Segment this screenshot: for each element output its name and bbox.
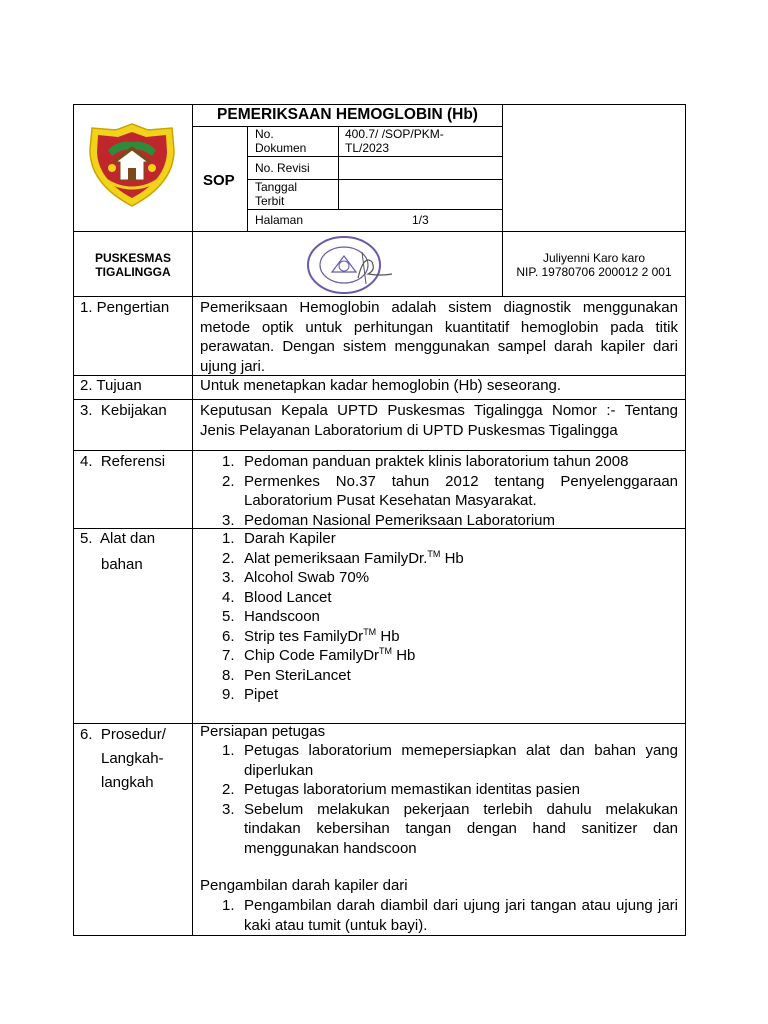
- list-item: 4. Blood Lancet: [222, 588, 332, 606]
- field-label-no-revisi: No. Revisi: [255, 161, 310, 175]
- list-item: 1. Darah Kapiler: [222, 530, 336, 547]
- pengambilan-list: [200, 896, 678, 935]
- list-item: 3. Pedoman Nasional Pemeriksaan Laboratorium: [222, 511, 556, 529]
- list-item: 3. Sebelum melakukan pekerjaan terlebih dahulu melakukan tindakan kebersihan tangan dengan hand sanitizer dan menggunakan handscoon: [222, 800, 678, 857]
- signatory-nip: NIP. 19780706 200012 2 001: [516, 265, 672, 279]
- row-line: [73, 723, 686, 724]
- referensi-list: [200, 452, 678, 530]
- field-label-no-dokumen: No. Dokumen: [255, 127, 307, 155]
- row-line: [73, 399, 686, 400]
- list-item: 2. Alat pemeriksaan FamilyDr.™ Hb: [222, 548, 464, 567]
- section-text-kebijakan: Keputusan Kepala UPTD Puskesmas Tigalingga Nomor :- Tentang Jenis Pelayanan Laboratorium di UPTD Puskesmas Tigalingga: [200, 402, 678, 439]
- list-item: 1. Pengambilan darah diambil dari ujung jari tangan atau ujung jari kaki atau tumit (untuk bayi).: [222, 897, 678, 934]
- header-bottom-line: [73, 231, 686, 232]
- section-label-prosedur-line2: Langkah-: [101, 750, 164, 767]
- section-label-prosedur-line1: 6. Prosedur/: [80, 726, 166, 743]
- sop-label: SOP: [203, 172, 235, 189]
- section-label-prosedur-line3: langkah: [101, 774, 154, 791]
- persiapan-list: [200, 741, 678, 858]
- table-border-right: [685, 104, 686, 936]
- row-line: [73, 296, 686, 297]
- official-stamp: [302, 234, 398, 296]
- section-text-tujuan: Untuk menetapkan kadar hemoglobin (Hb) seseorang.: [200, 377, 562, 394]
- section-label-pengertian: 1. Pengertian: [80, 299, 170, 316]
- list-item: 9. Pipet: [222, 686, 279, 703]
- list-item: 2. Petugas laboratorium memastikan identitas pasien: [222, 781, 581, 798]
- field-value-no-dokumen: 400.7/ /SOP/PKM-TL/2023: [345, 127, 444, 155]
- header-right-divider: [502, 104, 503, 231]
- list-item: 1. Petugas laboratorium memepersiapkan alat dan bahan yang diperlukan: [222, 742, 678, 779]
- document-title: PEMERIKSAAN HEMOGLOBIN (Hb): [217, 106, 478, 123]
- pengambilan-heading: Pengambilan darah kapiler dari: [200, 877, 408, 894]
- table-border-bottom: [73, 935, 686, 936]
- list-item: 1. Pedoman panduan praktek klinis laboratorium tahun 2008: [222, 453, 629, 470]
- persiapan-heading: Persiapan petugas: [200, 723, 326, 740]
- section-label-referensi: 4. Referensi: [80, 453, 166, 470]
- org-name-line1: PUSKESMAS: [94, 251, 171, 265]
- table-border-left: [73, 104, 74, 936]
- alat-bahan-list: [200, 529, 678, 705]
- puskesmas-logo: [88, 122, 176, 208]
- field-value-halaman: 1/3: [412, 213, 429, 227]
- list-item: 6. Strip tes FamilyDr™ Hb: [222, 626, 400, 645]
- section-label-alat-line2: bahan: [101, 556, 143, 573]
- section-label-tujuan: 2. Tujuan: [80, 377, 142, 394]
- org-name-line2: TIGALINGGA: [95, 265, 171, 279]
- signatory-name: Juliyenni Karo karo: [542, 251, 646, 265]
- table-border-top: [73, 104, 686, 105]
- field-value-divider: [338, 126, 339, 209]
- section-label-alat-line1: 5. Alat dan: [80, 530, 156, 547]
- list-item: 7. Chip Code FamilyDr™ Hb: [222, 646, 416, 664]
- field-row-line: [247, 156, 503, 157]
- field-label-tanggal-terbit: Tanggal Terbit: [255, 180, 298, 208]
- row-line: [73, 450, 686, 451]
- section-label-kebijakan: 3. Kebijakan: [80, 402, 167, 419]
- field-row-line: [247, 209, 503, 210]
- field-label-halaman: Halaman: [255, 213, 304, 227]
- list-item: 2. Permenkes No.37 tahun 2012 tentang Penyelenggaraan Laboratorium Pusat Kesehatan Masyarakat.: [222, 472, 678, 509]
- column-divider: [192, 104, 193, 936]
- section-text-pengertian: Pemeriksaan Hemoglobin adalah sistem diagnostik menggunakan metode optik untuk perhitungan kuantitatif hemoglobin pada titik perawatan. Dengan sistem menggunakan sampel darah kapiler dari ujung jari.: [200, 299, 678, 375]
- list-item: 8. Pen SteriLancet: [222, 666, 351, 684]
- list-item: 5. Handscoon: [222, 608, 320, 625]
- list-item: 3. Alcohol Swab 70%: [222, 569, 370, 586]
